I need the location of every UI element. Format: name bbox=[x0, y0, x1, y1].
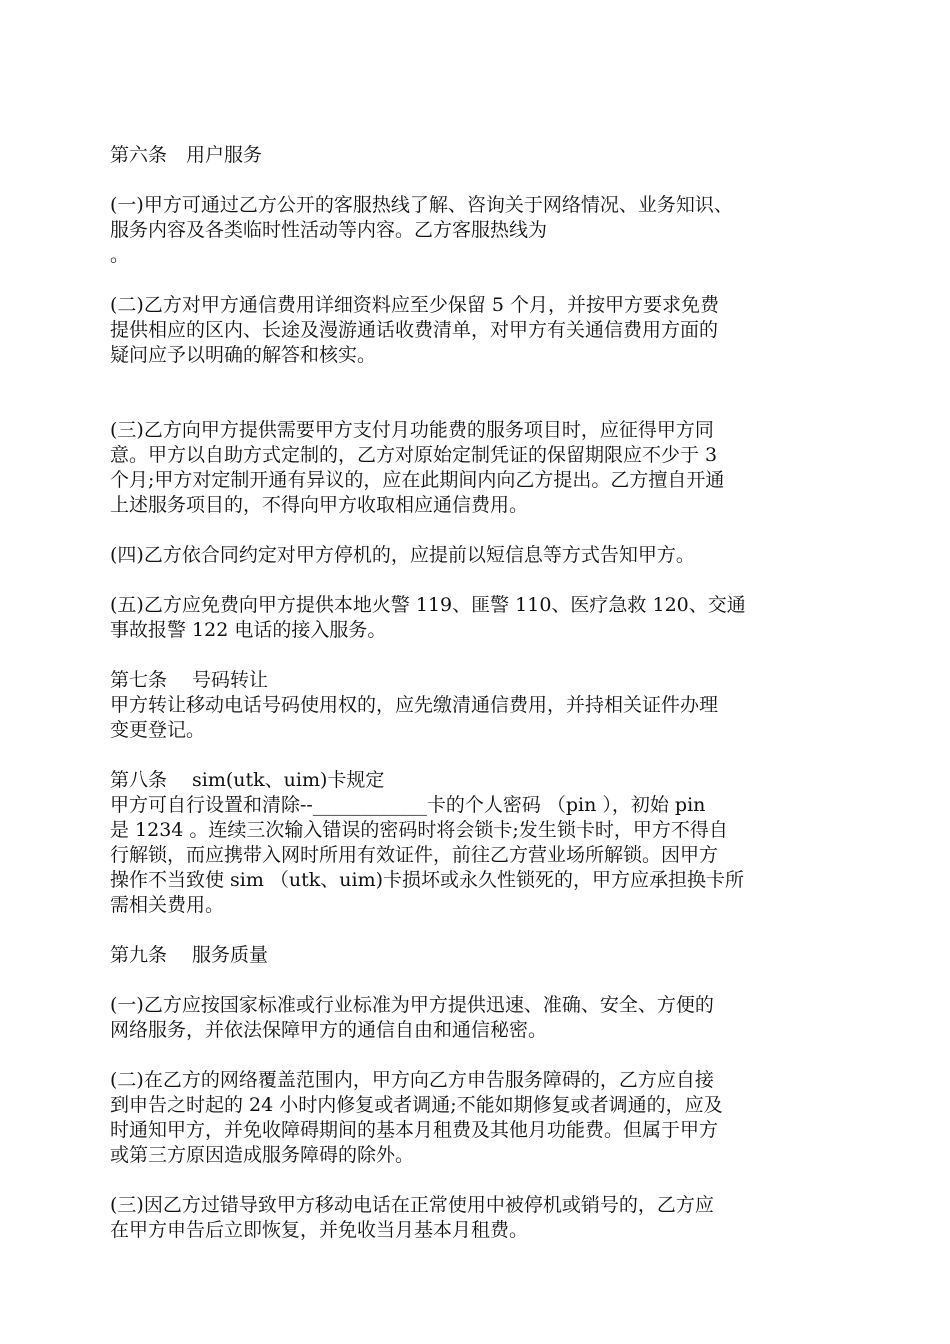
article-9-heading: 第九条 服务质量 bbox=[110, 944, 269, 966]
article-9-paragraph-2: (二)在乙方的网络覆盖范围内，甲方向乙方申告服务障碍的，乙方应自接 到申告之时起的 24 小时内修复或者调通;不能如期修复或者调通的，应及 时通知甲方，并免收障碍期间的基本月租费及其他月功能费。但属于甲方 或第三方原因造成服务障碍的除外。 bbox=[110, 1069, 723, 1166]
article-9-paragraph-1: (一)乙方应按国家标准或行业标准为甲方提供迅速、准确、安全、方便的 网络服务，并依法保障甲方的通信自由和通信秘密。 bbox=[110, 994, 714, 1041]
article-8-heading: 第八条 sim(utk、uim)卡规定 bbox=[110, 769, 385, 791]
article-6-paragraph-1: (一)甲方可通过乙方公开的客服热线了解、咨询关于网络情况、业务知识、 服务内容及各类临时性活动等内容。乙方客服热线为 。 bbox=[110, 194, 733, 266]
article-6-paragraph-3: (三)乙方向甲方提供需要甲方支付月功能费的服务项目时，应征得甲方同 意。甲方以自助方式定制的，乙方对原始定制凭证的保留期限应不少于 3 个月;甲方对定制开通有异议的，应在此期间内向乙方提出。乙方擅自开通 上述服务项目的，不得向甲方收取相应通信费用。 bbox=[110, 419, 725, 516]
document-page bbox=[110, 143, 850, 1243]
article-6-paragraph-4: (四)乙方依合同约定对甲方停机的，应提前以短信息等方式告知甲方。 bbox=[110, 544, 695, 566]
article-6-paragraph-2: (二)乙方对甲方通信费用详细资料应至少保留 5 个月，并按甲方要求免费 提供相应的区内、长途及漫游通话收费清单，对甲方有关通信费用方面的 疑问应予以明确的解答和核实。 bbox=[110, 294, 719, 366]
article-7-heading: 第七条 号码转让 bbox=[110, 669, 269, 691]
article-6-heading: 第六条 用户服务 bbox=[110, 144, 263, 166]
article-8-paragraph-1: 甲方可自行设置和清除--____________卡的个人密码 （pin ），初始 pin 是 1234 。连续三次输入错误的密码时将会锁卡;发生锁卡时，甲方不得自 行解锁，而应携带入网时所用有效证件，前往乙方营业场所解锁。因甲方 操作不当致使 sim （utk、uim)卡损坏或永久性锁死的，甲方应承担换卡所 需相关费用。 bbox=[110, 794, 745, 916]
article-9-paragraph-3: (三)因乙方过错导致甲方移动电话在正常使用中被停机或销号的，乙方应 在甲方申告后立即恢复，并免收当月基本月租费。 bbox=[110, 1194, 714, 1241]
article-7-paragraph-1: 甲方转让移动电话号码使用权的，应先缴清通信费用，并持相关证件办理 变更登记。 bbox=[110, 694, 719, 741]
article-6-paragraph-5: (五)乙方应免费向甲方提供本地火警 119、匪警 110、医疗急救 120、交通 事故报警 122 电话的接入服务。 bbox=[110, 594, 746, 641]
